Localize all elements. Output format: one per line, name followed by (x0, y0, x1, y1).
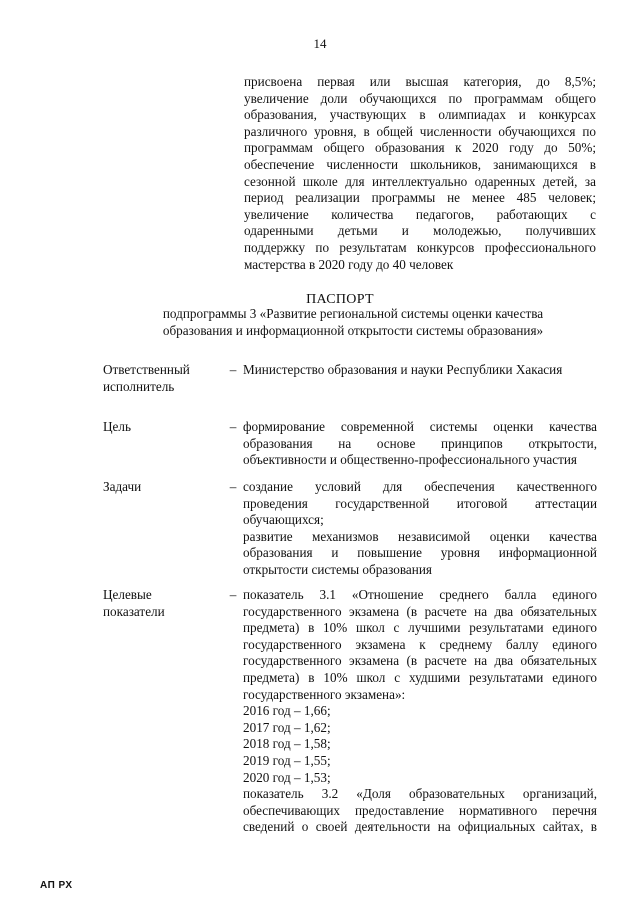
content-line: сведений о своей деятельности на официальных сайтах, в (243, 819, 597, 835)
content-line: 2019 год – 1,55; (243, 752, 331, 768)
row-dash: – (229, 419, 237, 434)
content-line: открытости системы образования (243, 561, 432, 577)
intro-line: увеличение доли обучающихся по программам общего (244, 90, 596, 106)
row-dash: – (229, 587, 237, 602)
row-label (103, 587, 218, 620)
row-dash: – (229, 479, 237, 494)
page-number: 14 (313, 36, 327, 51)
content-line: 2020 год – 1,53; (243, 769, 331, 785)
content-line: 2018 год – 1,58; (243, 736, 331, 752)
content-line: государственного экзамена (в расчете на два обязательных (243, 603, 597, 619)
subtitle-line: подпрограммы 3 «Развитие региональной системы оценки качества (162, 306, 544, 321)
row-label (103, 362, 218, 395)
content-line: образования на основе принципов открытости, (243, 435, 597, 451)
subtitle-line: образования и информационной открытости системы образования» (162, 322, 544, 338)
content-line: объективности и общественно-профессионального участия (243, 452, 577, 468)
content-line: образования и повышение уровня информационной (243, 545, 597, 561)
intro-line: мастерства в 2020 году до 40 человек (244, 256, 454, 272)
row-label (103, 419, 218, 436)
content-line: Министерство образования и науки Республики Хакасия (243, 362, 563, 377)
content-line: развитие механизмов независимой оценки качества (243, 528, 597, 544)
content-line: показатель 3.1 «Отношение среднего балла единого (243, 587, 597, 602)
intro-line: период реализации программы не менее 485 человек; (244, 190, 596, 206)
intro-line: одаренными детьми и молодежью, получивших (244, 223, 596, 239)
content-line: государственного экзамена к среднему баллу единого (243, 636, 597, 652)
row-label-line: Цель (103, 419, 131, 434)
intro-line: присвоена первая или высшая категория, до 8,5%; (244, 74, 596, 89)
content-line: государственного экзамена»: (243, 686, 406, 702)
content-line: 2016 год – 1,66; (243, 703, 331, 719)
row-content (243, 479, 597, 579)
row-label-line: Ответственный (103, 362, 190, 377)
content-line: обучающихся; (243, 512, 324, 528)
content-line: предмета) в 10% школ с худшими результатами единого (243, 669, 597, 685)
passport-title: ПАСПОРТ (306, 292, 374, 307)
intro-line: программам общего образования к 2020 году до 50%; (244, 140, 596, 156)
row-content (243, 362, 597, 379)
content-line: создание условий для обеспечения качественного (243, 479, 597, 494)
row-label-line: исполнитель (103, 378, 175, 394)
intro-line: обеспечение численности школьников, занимающихся в (244, 156, 596, 172)
intro-line: поддержку по результатам конкурсов профессионального (244, 239, 596, 255)
content-line: формирование современной системы оценки качества (243, 419, 597, 434)
intro-line: различного уровня, в общей численности обучающихся по (244, 123, 596, 139)
intro-line: увеличение количества педагогов, работающих с (244, 206, 596, 222)
content-line: 2017 год – 1,62; (243, 719, 331, 735)
content-line: проведения государственной итоговой аттестации (243, 495, 597, 511)
intro-line: сезонной школе для интеллектуально одаренных детей, за (244, 173, 596, 189)
content-line: предмета) в 10% школ с лучшими результатами единого (243, 620, 597, 636)
intro-line: образования, участвующих в олимпиадах и конкурсах (244, 107, 596, 123)
content-line: показатель 3.2 «Доля образовательных организаций, (243, 786, 597, 802)
passport-subtitle (128, 306, 578, 339)
content-line: обеспечивающих предоставление нормативного перечня (243, 802, 597, 818)
row-label-line: Задачи (103, 479, 142, 494)
row-label-line: показатели (103, 603, 165, 619)
row-label-line: Целевые (103, 587, 152, 602)
row-content (243, 587, 597, 836)
content-line: государственного экзамена (в расчете на два обязательных (243, 653, 597, 669)
intro-text (244, 74, 596, 273)
row-label (103, 479, 218, 496)
row-dash: – (229, 362, 237, 377)
footer-stamp: АП РХ (40, 880, 73, 891)
row-content (243, 419, 597, 469)
